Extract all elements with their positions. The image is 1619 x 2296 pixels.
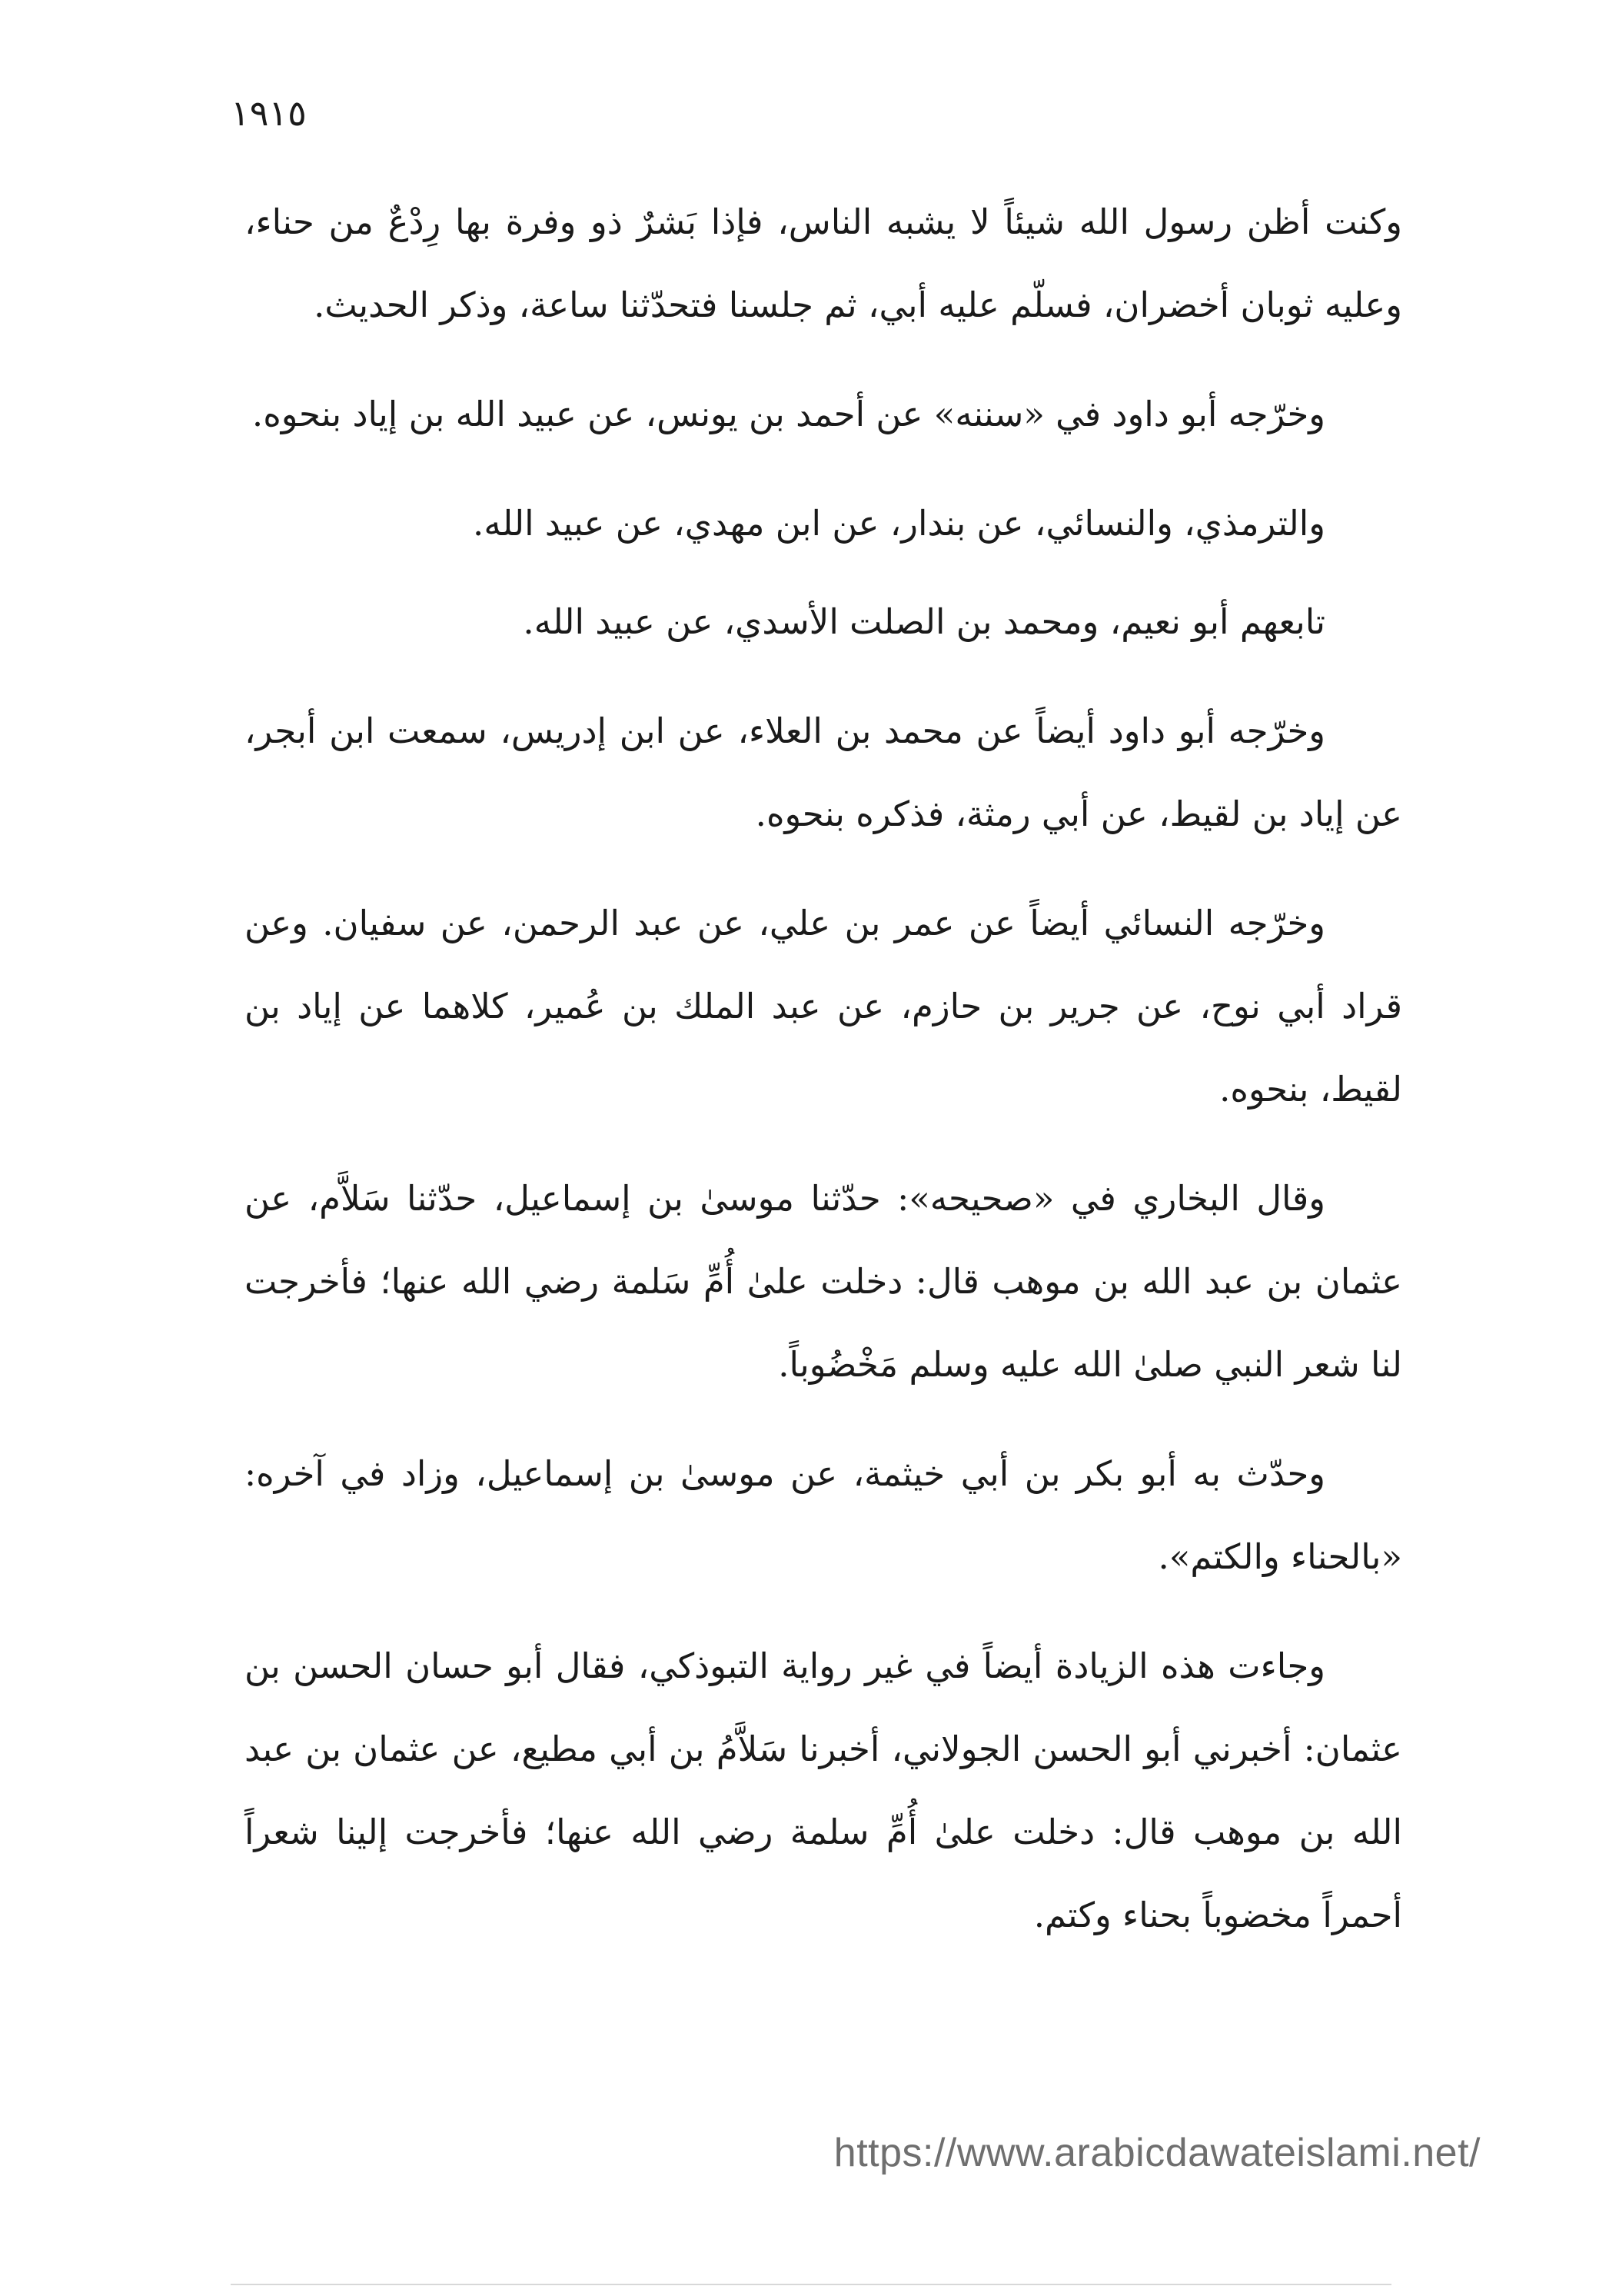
page-bottom-divider [231, 2284, 1391, 2285]
paragraph: تابعهم أبو نعيم، ومحمد بن الصلت الأسدي، عن عبيد الله. [523, 601, 1325, 642]
paragraph: وحدّث به أبو بكر بن أبي خيثمة، عن موسىٰ بن إسماعيل، وزاد في آخره: «بالحناء والكتم». [244, 1453, 1402, 1577]
paragraph: وخرّجه أبو داود أيضاً عن محمد بن العلاء، عن ابن إدريس، سمعت ابن أبجر، عن إياد بن لقيط، عن أبي رمثة، فذكره بنحوه. [244, 710, 1402, 834]
paragraph: وقال البخاري في «صحيحه»: حدّثنا موسىٰ بن إسماعيل، حدّثنا سَلاَّم، عن عثمان بن عبد الله بن موهب قال: دخلت علىٰ أُمِّ سَلمة رضي الله عنها؛ فأخرجت لنا شعر النبي صلىٰ الله عليه وسلم مَخْضُوباً. [244, 1178, 1402, 1385]
page-number: ١٩١٥ [231, 92, 307, 134]
watermark-url: https://www.arabicdawateislami.net/ [833, 2131, 1481, 2175]
paragraph: وخرّجه أبو داود في «سننه» عن أحمد بن يونس، عن عبيد الله بن إياد بنحوه. [251, 394, 1325, 434]
paragraph: وجاءت هذه الزيادة أيضاً في غير رواية التبوذكي، فقال أبو حسان الحسن بن عثمان: أخبرني أبو الحسن الجولاني، أخبرنا سَلاَّمُ بن أبي مطيع، عن عثمان بن عبد الله بن موهب قال: دخلت علىٰ أُمِّ سلمة رضي الله عنها؛ فأخرجت إلينا شعراً أحمراً مخضوباً بحناء وكتم. [244, 1645, 1402, 1935]
body-text [244, 181, 1402, 1983]
paragraph: والترمذي، والنسائي، عن بندار، عن ابن مهدي، عن عبيد الله. [473, 503, 1325, 544]
paragraph: وخرّجه النسائي أيضاً عن عمر بن علي، عن عبد الرحمن، عن سفيان. وعن قراد أبي نوح، عن جرير بن حازم، عن عبد الملك بن عُمير، كلاهما عن إياد بن لقيط، بنحوه. [244, 903, 1402, 1110]
paragraph: وكنت أظن رسول الله شيئاً لا يشبه الناس، فإذا بَشرٌ ذو وفرة بها رِدْعٌ من حناء، وعليه ثوبان أخضران، فسلّم عليه أبي، ثم جلسنا فتحدّثنا ساعة، وذكر الحديث. [244, 201, 1402, 325]
